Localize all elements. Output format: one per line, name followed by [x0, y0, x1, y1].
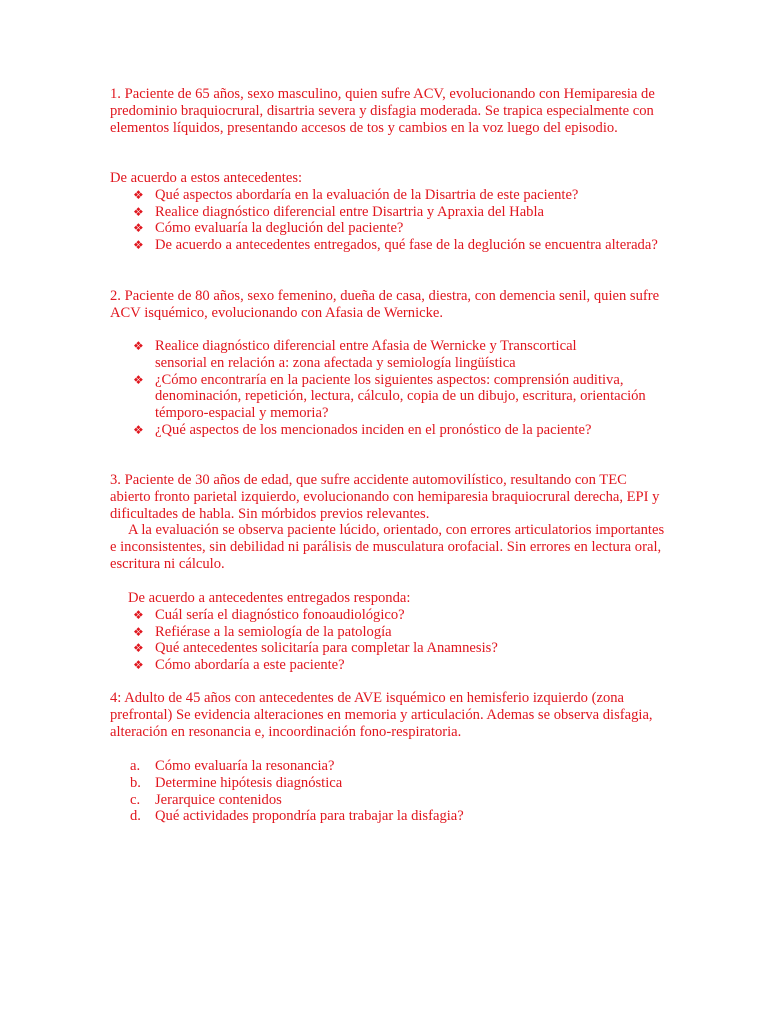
list-item	[110, 607, 670, 624]
list-item-text: Qué aspectos abordaría en la evaluación de la Disartria de este paciente?	[155, 186, 579, 203]
list-item	[110, 775, 670, 792]
diamond-bullet-icon: ❖	[133, 422, 144, 437]
list-item-text: Refiérase a la semiología de la patología	[155, 623, 392, 640]
list-item-text: Qué antecedentes solicitaría para completar la Anamnesis?	[155, 640, 498, 657]
list-item-letter: c.	[130, 791, 141, 808]
diamond-bullet-icon: ❖	[133, 607, 144, 622]
question-2	[110, 288, 670, 322]
list-item-text: Cuál sería el diagnóstico fonoaudiológico?	[155, 606, 405, 623]
question-4	[110, 690, 670, 740]
diamond-bullet-icon: ❖	[133, 641, 144, 656]
list-item-text: Qué actividades propondría para trabajar la disfagia?	[155, 808, 464, 825]
list-item-text: Cómo abordaría a este paciente?	[155, 657, 345, 674]
list-item-text: Realice diagnóstico diferencial entre Afasia de Wernicke y Transcortical sensorial en relación a: zona afectada y semiología lingüística	[155, 338, 577, 371]
list-item	[110, 237, 675, 254]
list-item	[110, 338, 625, 372]
list-item	[110, 808, 670, 825]
list-item	[110, 187, 670, 204]
list-item-text: Realice diagnóstico diferencial entre Disartria y Apraxia del Habla	[155, 203, 545, 220]
diamond-bullet-icon: ❖	[133, 372, 144, 387]
list-item	[110, 220, 670, 237]
list-item-letter: a.	[130, 758, 141, 774]
list-item-letter: b.	[130, 774, 141, 791]
list-item-text: Determine hipótesis diagnóstica	[155, 774, 343, 791]
question-1-prompts	[110, 170, 670, 254]
diamond-bullet-icon: ❖	[133, 658, 144, 673]
list-item-text: De acuerdo a antecedentes entregados, qué fase de la deglución se encuentra alterada?	[155, 237, 658, 254]
list-item	[110, 758, 670, 775]
list-item	[110, 792, 670, 809]
question-3-evaluation-text: A la evaluación se observa paciente lúcido, orientado, con errores articulatorios importantes e inconsistentes, sin debilidad ni parálisis de musculatura orofacial. Sin errores en lectura oral, escritura ni cálculo.	[110, 522, 665, 572]
question-2-text: 2. Paciente de 80 años, sexo femenino, dueña de casa, diestra, con demencia senil, quien sufre ACV isquémico, evolucionando con Afasia de Wernicke.	[110, 288, 660, 321]
diamond-bullet-icon: ❖	[133, 238, 144, 253]
question-3	[110, 472, 670, 573]
diamond-bullet-icon: ❖	[133, 187, 144, 202]
question-4-text: 4: Adulto de 45 años con antecedentes de AVE isquémico en hemisferio izquierdo (zona prefrontal) Se evidencia alteraciones en memoria y articulación. Ademas se observa disfagia, alteración en resonancia e, incoordinación fono-respiratoria.	[110, 690, 653, 740]
question-4-prompts	[110, 758, 670, 825]
list-item-text: ¿Cómo encontraría en la paciente los siguientes aspectos: comprensión auditiva, denominación, repetición, lectura, cálculo, copia de un dibujo, escritura, orientación témporo-espacial y memoria?	[155, 371, 646, 422]
diamond-bullet-icon: ❖	[133, 339, 144, 353]
question-3-evaluation	[110, 522, 670, 572]
question-1-lead: De acuerdo a estos antecedentes:	[110, 170, 303, 186]
question-1-text: 1. Paciente de 65 años, sexo masculino, quien sufre ACV, evolucionando con Hemiparesia de predominio braquiocrural, disartria severa y disfagia moderada. Se trapica especialmente con elementos líquidos, presentando accesos de tos y cambios en la voz luego del episodio.	[110, 86, 655, 136]
list-item-text: Jerarquice contenidos	[155, 791, 282, 808]
question-3-lead: De acuerdo a antecedentes entregados responda:	[128, 590, 411, 606]
list-item-text: Cómo evaluaría la deglución del paciente?	[155, 220, 404, 237]
question-3-text: 3. Paciente de 30 años de edad, que sufre accidente automovilístico, resultando con TEC abierto fronto parietal izquierdo, evolucionando con hemiparesia braquiocrural derecha, EPI y dificultades de habla. Sin mórbidos previos relevantes.	[110, 472, 660, 522]
list-item	[110, 640, 670, 657]
list-item	[110, 657, 670, 674]
list-item	[110, 372, 700, 422]
diamond-bullet-icon: ❖	[133, 221, 144, 236]
question-2-prompts	[110, 338, 670, 439]
question-1	[110, 86, 670, 136]
list-item	[110, 422, 670, 439]
list-item-letter: d.	[130, 808, 141, 825]
question-3-prompts	[110, 590, 670, 674]
list-item	[110, 204, 670, 221]
list-item-text: Cómo evaluaría la resonancia?	[155, 758, 335, 774]
list-item	[110, 624, 670, 641]
list-item-text: ¿Qué aspectos de los mencionados inciden en el pronóstico de la paciente?	[155, 421, 592, 438]
diamond-bullet-icon: ❖	[133, 204, 144, 219]
diamond-bullet-icon: ❖	[133, 624, 144, 639]
